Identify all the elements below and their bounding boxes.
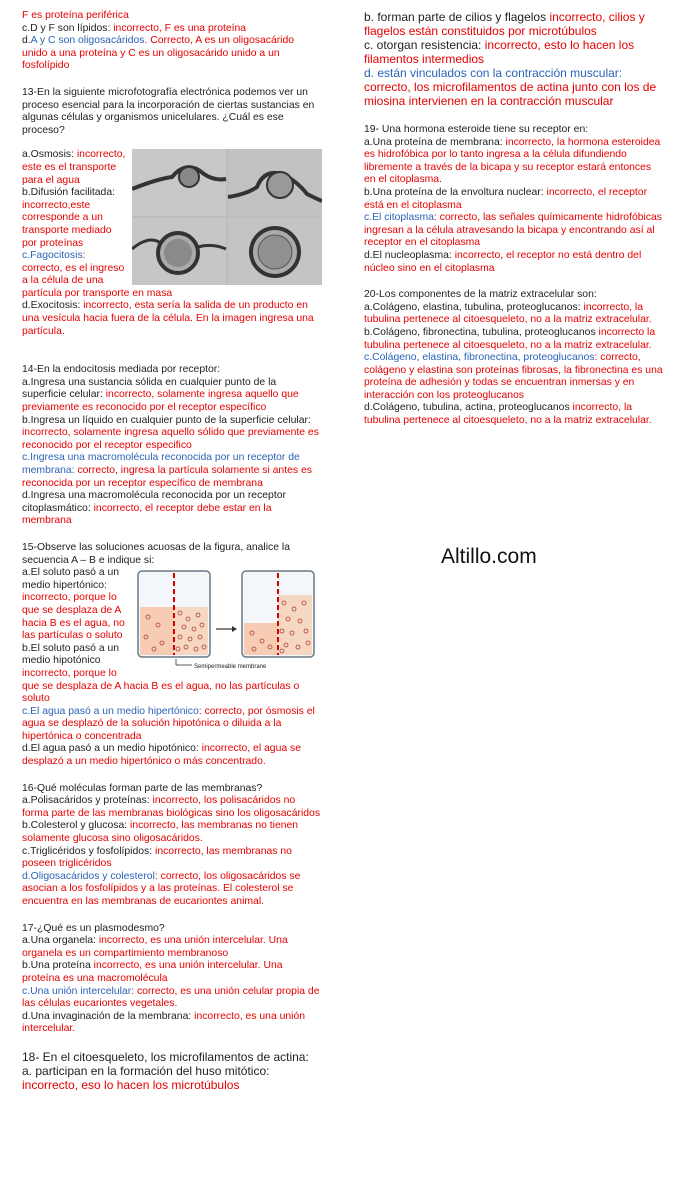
option-text: a. participan en la formación del huso mitótico: [22, 1063, 270, 1078]
correct-answer-text: A y C son oligosacáridos [30, 35, 145, 47]
explanation-text: incorrecto, cilios y flagelos están constituidos por microtúbulos [364, 10, 645, 38]
option-text: a.Una proteína de membrana: [364, 136, 506, 148]
option-text: b.Difusión facilitada: [22, 187, 115, 199]
option-c [22, 706, 322, 744]
option-b [364, 327, 664, 352]
explanation-text: : correcto, es una unión celular propia de las células eucariontes vegetales. [22, 985, 320, 1010]
option-a [364, 302, 664, 327]
option-text: b.Una proteína de la envoltura nuclear: [364, 186, 547, 198]
electron-micrograph [132, 149, 322, 285]
option-a [22, 1064, 322, 1092]
option-text: b.Colesterol y glucosa: [22, 820, 131, 832]
explanation-text: incorrecto, el receptor debe estar en la membrana [22, 502, 272, 527]
site-watermark: Altillo.com [441, 545, 537, 568]
option-text: b. forman parte de cilios y flagelos [364, 10, 550, 24]
option-a [364, 137, 664, 187]
option-a [22, 377, 322, 415]
explanation-text: incorrecto, es una unión intercelular. Una organela es un compartimiento membranoso [22, 935, 288, 959]
osmosis-beakers-figure [132, 567, 322, 673]
option-d [364, 402, 664, 427]
explanation-text: incorrecto, la tubulina pertenece al citoesqueleto, no a la matriz extracelular. [364, 402, 652, 427]
correct-answer-text: d.Oligosacáridos y colesterol [22, 870, 155, 882]
option-text: b.El soluto pasó a un medio hipotónico [22, 642, 120, 667]
explanation-text: incorrecto, el agua se desplazó a un medio hipertónico o más concentrado. [22, 743, 302, 768]
explanation-text: incorrecto, esta sería la salida de un producto en una vesícula hacia fuera de la célula. En la imagen ingresa una partícula. [22, 300, 314, 337]
option-d [22, 871, 322, 909]
question-17 [22, 923, 322, 1036]
question-text: 16-Qué moléculas forman parte de las membranas? [22, 782, 263, 794]
option-c [364, 352, 664, 402]
explanation-text: correcto, los microfilamentos de actina junto con los de miosina intervienen en la contracción muscular [364, 80, 657, 108]
option-text: d.Exocitosis: [22, 300, 84, 312]
explanation-text: incorrecto, solamente ingresa aquello sólido que previamente es reconocido por el receptor especifico [22, 427, 319, 451]
explanation-text: incorrecto la tubulina pertenece al citoesqueleto, no a la matriz extracelular. [364, 326, 656, 351]
intro-line [22, 35, 322, 73]
option-b [22, 960, 322, 985]
option-c [22, 986, 322, 1011]
explanation-text: correcto, ingresa la partícula solamente si antes es reconocida por un receptor específico de membrana [22, 465, 312, 489]
option-c [22, 452, 322, 490]
option-text: a.Polisacáridos y proteínas: [22, 795, 153, 807]
arrow-icon [216, 626, 237, 632]
correct-answer-text: d. están vinculados con la contracción muscular: [364, 66, 623, 80]
explanation-text: incorrecto, la hormona esteroidea es hidrofóbica por lo tanto ingresa a la célula difundiendo libremente a través de la bicapa y su receptor estará entonces en el citoplasma. [364, 136, 661, 186]
question-14 [22, 364, 322, 528]
option-text: b.Una proteína [22, 960, 94, 972]
option-text: a.Una organela: [22, 935, 99, 947]
explanation-text: F es proteína periférica [22, 10, 129, 21]
question-text: 19- Una hormona esteroide tiene su receptor en: [364, 124, 589, 135]
explanation-text: incorrecto, la tubulina pertenece al citoesqueleto, no a la matriz extracelular. [364, 301, 652, 326]
explanation-text: incorrecto, las membranas no poseen triglicéridos [22, 845, 292, 870]
question-18 [22, 1050, 322, 1092]
intro-block [22, 10, 322, 73]
option-text: c.D y F son lípidos: [22, 22, 114, 34]
question-20 [364, 289, 664, 428]
explanation-text: : correcto, por ósmosis el agua se desplazó de la solución hipotónica o diluida a la hipertónica o concentrada [22, 705, 315, 742]
correct-answer-text: c.Una unión intercelular [22, 985, 132, 997]
option-d [22, 743, 322, 768]
option-d [22, 300, 322, 338]
explanation-text: incorrecto, porque lo que se desplaza de A hacia B es el agua, no las partículas o soluto [22, 592, 125, 642]
correct-answer-text: c.Colágeno, elastina, fibronectina, proteoglucanos [364, 352, 595, 364]
question-text: 14-En la endocitosis mediada por receptor: [22, 364, 221, 376]
explanation-text: incorrecto, es una unión intercelular. Una proteína es una macromolécula [22, 960, 283, 984]
explanation-text: . Correcto, A es un oligosacárido unido a una proteína y C es un oligosacárido unido a un fosfolípido [22, 35, 295, 72]
explanation-text: incorrecto, porque lo que se desplaza de A hacia B es el agua, no las partículas o soluto [22, 667, 300, 705]
explanation-text: incorrecto, F es una proteína [113, 22, 247, 34]
option-b [22, 415, 322, 453]
explanation-text: : correcto, los oligosacáridos se asocian a los fosfolípidos y a las proteínas. El colesterol se encuentra en las membranas de eucariontes animal. [22, 870, 301, 907]
option-d [22, 1011, 322, 1036]
option-text: a.El soluto pasó a un medio hipertónico: [22, 567, 120, 591]
explanation-text: incorrecto, el receptor está en el citoplasma [364, 186, 648, 211]
explanation-text: incorrecto,este corresponde a un transporte mediado por proteínas [22, 199, 112, 249]
left-column [22, 10, 322, 1092]
option-c [364, 38, 664, 66]
intro-line [22, 10, 322, 23]
right-column [364, 10, 664, 428]
explanation-text: : correcto, las señales químicamente hidrofóbicas ingresan a la célula atravesando la bicapa y encontrando así al receptor en el citoplasma [364, 212, 663, 249]
question-19 [364, 124, 664, 275]
correct-answer-text: c.El agua pasó a un medio hipertónico [22, 705, 199, 717]
option-text: a.Ingresa una sustancia sólida en cualquier punto de la superficie celular: [22, 376, 277, 401]
option-text: c.Triglicéridos y fosfolípidos: [22, 845, 156, 857]
explanation-text: : correcto, es el ingreso a la célula de una partícula por transporte en masa [22, 250, 173, 299]
option-text: d.Ingresa una macromolécula reconocida por un receptor citoplasmático: [22, 490, 286, 514]
option-c [364, 212, 664, 250]
question-13 [22, 87, 322, 338]
option-text: c. otorgan resistencia: [364, 38, 485, 52]
question-text: 20-Los componentes de la matriz extracelular son: [364, 289, 597, 301]
explanation-text: incorrecto, eso lo hacen los microtúbulos [22, 1077, 240, 1092]
correct-answer-text: c.El citoplasma [364, 212, 434, 224]
question-text: 18- En el citoesqueleto, los microfilamentos de actina: [22, 1049, 309, 1064]
correct-answer-text: c.Fagocitosis [22, 250, 83, 262]
option-c [22, 846, 322, 871]
question-16 [22, 783, 322, 909]
question-text: 15-Observe las soluciones acuosas de la figura, analice la secuencia A – B e indique si: [22, 541, 291, 566]
question-15 [22, 542, 322, 769]
question-text: 17-¿Qué es un plasmodesmo? [22, 922, 165, 934]
option-b [22, 820, 322, 845]
option-d [364, 250, 664, 275]
question-18-continued [364, 10, 664, 108]
explanation-text: incorrecto, esto lo hacen los filamentos intermedios [364, 38, 635, 66]
beaker-a [138, 571, 210, 657]
correct-answer-text: c.Ingresa una macromolécula reconocida por un receptor de membrana: [22, 452, 300, 476]
explanation-text: incorrecto, el receptor no está dentro del núcleo sino en el citoplasma [364, 249, 642, 274]
option-b [364, 10, 664, 38]
option-a [22, 795, 322, 820]
intro-line [22, 23, 322, 36]
option-d [22, 490, 322, 528]
explanation-text: incorrecto, los polisacáridos no forma parte de las membranas biológicas sino los oligosacáridos [22, 795, 321, 819]
explanation-text: incorrecto, es una unión intercelular. [22, 1010, 306, 1035]
option-text: b.Colágeno, fibronectina, tubulina, proteoglucanos [364, 326, 599, 338]
explanation-text: incorrecto, solamente ingresa aquello que previamente es reconocido por el receptor específico [22, 389, 299, 414]
option-text: a.Colágeno, elastina, tubulina, proteoglucanos: [364, 301, 584, 313]
explanation-text: : correcto, colágeno y elastina son proteínas fibrosas, la fibronectina es una proteína de adhesión y todas se encuentran inmersas y en interacción con los proteoglucanos [364, 352, 663, 401]
option-text: d.El nucleoplasma: [364, 249, 455, 261]
beaker-b [242, 571, 314, 657]
explanation-text: incorrecto, este es el transporte para el agua [22, 149, 126, 186]
membrane-label: Semipermeable membrane [194, 664, 267, 671]
option-text: d.Una invaginación de la membrana: [22, 1010, 195, 1022]
option-text: d. [22, 35, 31, 47]
option-text: a.Osmosis: [22, 149, 77, 161]
option-d [364, 66, 664, 108]
option-a [22, 935, 322, 960]
option-text: d.Colágeno, tubulina, actina, proteoglucanos [364, 402, 573, 414]
question-text: 13-En la siguiente microfotografía electrónica podemos ver un proceso esencial para la incorporación de ciertas sustancias en algunas células y organismos unicelulares. ¿Cuál es ese proceso? [22, 86, 315, 136]
option-text: b.Ingresa un líquido en cualquier punto de la superficie celular: [22, 414, 311, 426]
option-text: d.El agua pasó a un medio hipotónico: [22, 743, 202, 755]
explanation-text: incorrecto, las membranas no tienen solamente glucosa sino oligosacáridos. [22, 820, 299, 845]
option-b [364, 187, 664, 212]
